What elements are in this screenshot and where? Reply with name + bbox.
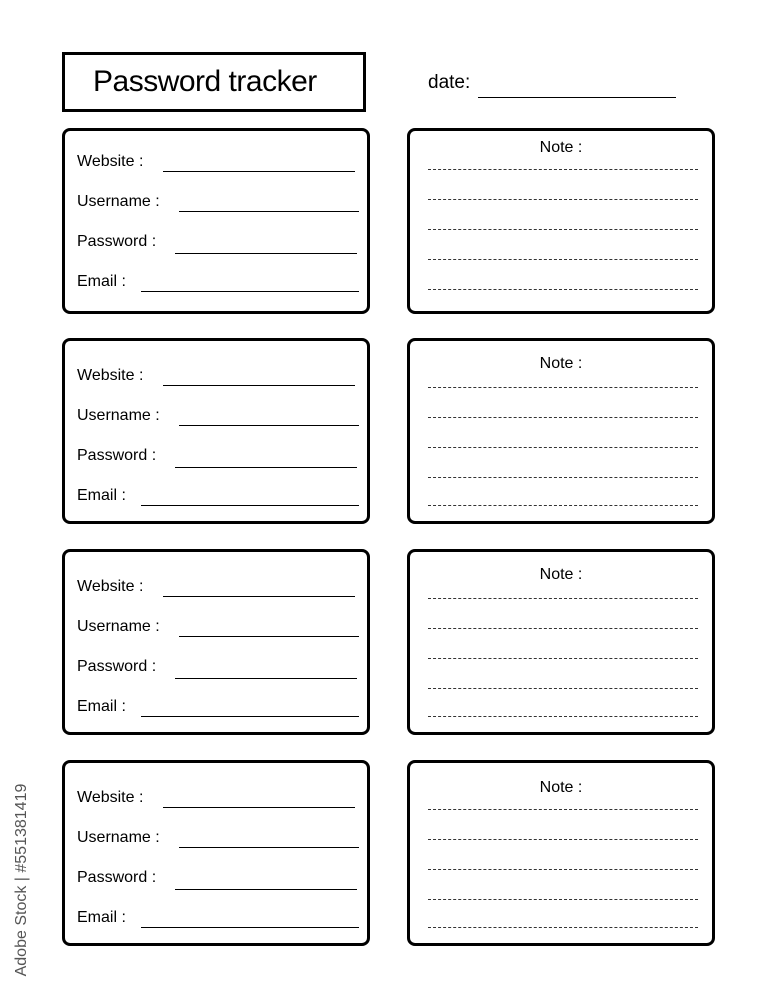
note-line[interactable] — [428, 229, 698, 230]
email-label: Email : — [77, 487, 126, 504]
note-line[interactable] — [428, 289, 698, 290]
stock-watermark — [10, 770, 34, 990]
note-line[interactable] — [428, 716, 698, 717]
note-line[interactable] — [428, 628, 698, 629]
username-label: Username : — [77, 829, 160, 846]
website-input-line[interactable] — [163, 385, 355, 386]
email-input-line[interactable] — [141, 505, 359, 506]
date-label: date: — [428, 72, 471, 93]
website-label: Website : — [77, 789, 144, 806]
note-card-4 — [407, 760, 715, 946]
email-input-line[interactable] — [141, 716, 359, 717]
credential-card-2 — [62, 338, 370, 524]
page-title: Password tracker — [93, 65, 317, 98]
credential-card-3 — [62, 549, 370, 735]
note-label: Note : — [539, 779, 583, 796]
note-card-2 — [407, 338, 715, 524]
note-card-1 — [407, 128, 715, 314]
email-label: Email : — [77, 698, 126, 715]
stock-id-text: Adobe Stock | #551381419 — [13, 783, 30, 977]
website-input-line[interactable] — [163, 171, 355, 172]
website-label: Website : — [77, 578, 144, 595]
website-label: Website : — [77, 153, 144, 170]
note-line[interactable] — [428, 927, 698, 928]
username-input-line[interactable] — [179, 211, 359, 212]
password-input-line[interactable] — [175, 889, 357, 890]
password-label: Password : — [77, 447, 157, 464]
note-line[interactable] — [428, 199, 698, 200]
password-label: Password : — [77, 869, 157, 886]
website-input-line[interactable] — [163, 807, 355, 808]
username-input-line[interactable] — [179, 425, 359, 426]
note-line[interactable] — [428, 417, 698, 418]
credential-card-1 — [62, 128, 370, 314]
username-label: Username : — [77, 193, 160, 210]
note-label: Note : — [539, 139, 583, 156]
note-line[interactable] — [428, 688, 698, 689]
note-line[interactable] — [428, 259, 698, 260]
note-line[interactable] — [428, 505, 698, 506]
title-box — [62, 52, 366, 112]
note-line[interactable] — [428, 809, 698, 810]
website-input-line[interactable] — [163, 596, 355, 597]
password-input-line[interactable] — [175, 678, 357, 679]
note-line[interactable] — [428, 658, 698, 659]
note-label: Note : — [539, 566, 583, 583]
note-card-3 — [407, 549, 715, 735]
note-line[interactable] — [428, 169, 698, 170]
password-label: Password : — [77, 233, 157, 250]
password-label: Password : — [77, 658, 157, 675]
note-label: Note : — [539, 355, 583, 372]
note-line[interactable] — [428, 839, 698, 840]
email-label: Email : — [77, 273, 126, 290]
note-line[interactable] — [428, 869, 698, 870]
email-label: Email : — [77, 909, 126, 926]
website-label: Website : — [77, 367, 144, 384]
username-label: Username : — [77, 407, 160, 424]
note-line[interactable] — [428, 477, 698, 478]
date-input-line[interactable] — [478, 97, 676, 98]
email-input-line[interactable] — [141, 291, 359, 292]
username-label: Username : — [77, 618, 160, 635]
username-input-line[interactable] — [179, 847, 359, 848]
credential-card-4 — [62, 760, 370, 946]
note-line[interactable] — [428, 598, 698, 599]
note-line[interactable] — [428, 447, 698, 448]
username-input-line[interactable] — [179, 636, 359, 637]
note-line[interactable] — [428, 387, 698, 388]
email-input-line[interactable] — [141, 927, 359, 928]
password-input-line[interactable] — [175, 467, 357, 468]
password-input-line[interactable] — [175, 253, 357, 254]
note-line[interactable] — [428, 899, 698, 900]
